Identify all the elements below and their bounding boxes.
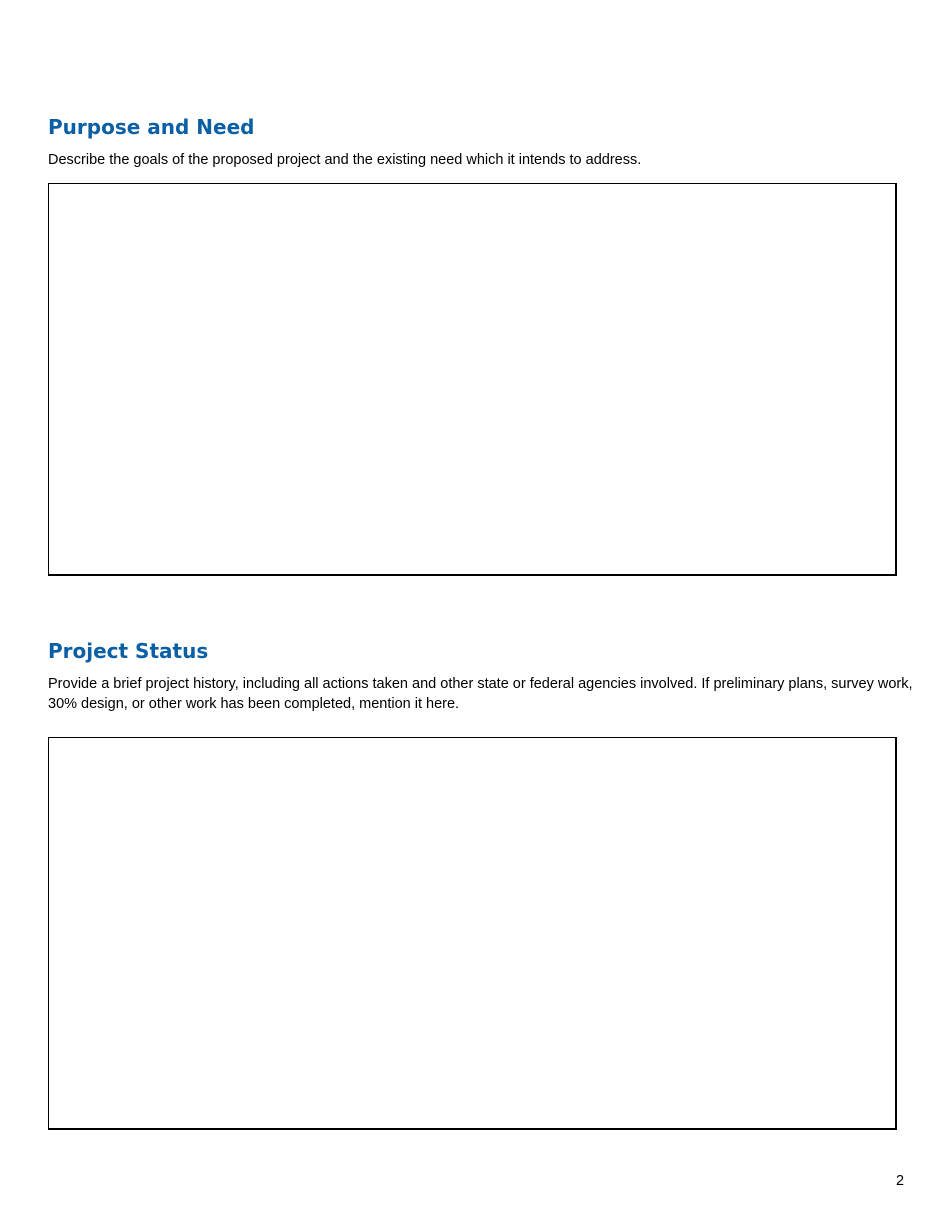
project-status-description: Provide a brief project history, including all actions taken and other state or federal agencies involved. If preliminary plans, survey work, 30% design, or other work has been completed, mention it here. — [48, 676, 913, 712]
page-number: 2 — [896, 1173, 905, 1189]
purpose-and-need-response-box[interactable] — [48, 183, 897, 576]
project-status-heading: Project Status — [48, 639, 209, 663]
project-status-response-box[interactable] — [48, 737, 897, 1130]
purpose-and-need-heading: Purpose and Need — [48, 115, 255, 139]
purpose-and-need-description: Describe the goals of the proposed project and the existing need which it intends to address. — [48, 152, 642, 168]
